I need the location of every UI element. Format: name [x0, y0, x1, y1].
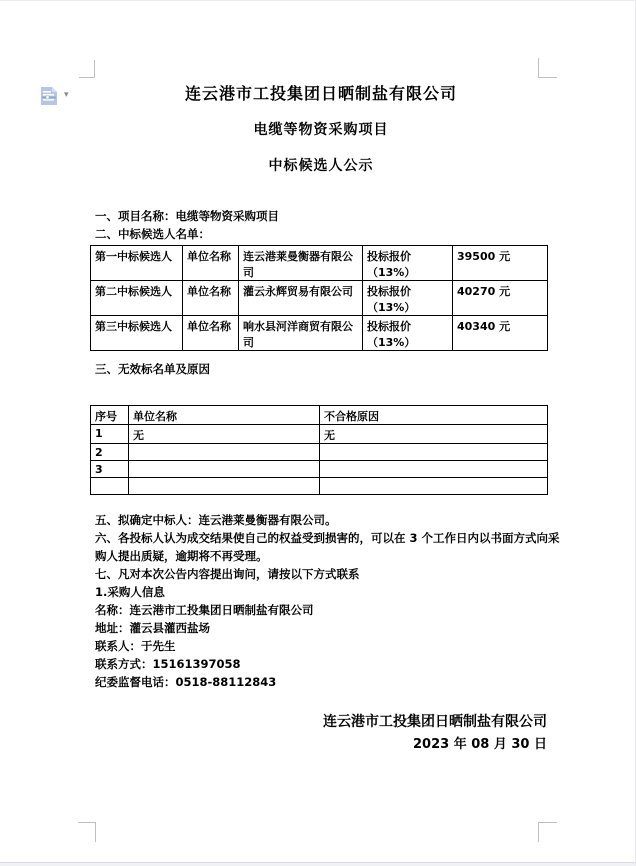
cell-reason	[320, 444, 548, 461]
doc-title: 连云港市工投集团日晒制盐有限公司	[184, 84, 457, 103]
contact-address: 地址：灌云县灌西盐场	[95, 621, 210, 635]
bid-price-label: 投标报价（13%）	[363, 246, 453, 281]
cell-reason	[320, 478, 548, 495]
table-header-row	[91, 406, 548, 425]
unit-name: 连云港莱曼衡器有限公司	[239, 246, 363, 281]
unit-name: 响水县河洋商贸有限公司	[239, 316, 363, 351]
cell-index	[91, 478, 129, 495]
bid-price: 40340 元	[453, 316, 548, 351]
unit-name-label: 单位名称	[183, 246, 239, 281]
cell-index: 1	[91, 425, 129, 444]
doc-subtitle: 电缆等物资采购项目	[253, 122, 389, 138]
cell-reason	[320, 461, 548, 478]
table-row	[91, 246, 548, 281]
table-row	[91, 478, 548, 495]
invalid-bids-table	[90, 405, 548, 495]
bid-price: 40270 元	[453, 281, 548, 316]
col-header-unit: 单位名称	[129, 406, 320, 425]
col-header-reason: 不合格原因	[320, 406, 548, 425]
section-objection-line2: 购人提出质疑，逾期将不再受理。	[95, 549, 268, 563]
chevron-down-icon[interactable]: ▾	[64, 90, 69, 100]
table-row	[91, 425, 548, 444]
contact-phone: 联系方式：15161397058	[95, 657, 241, 671]
signature-company: 连云港市工投集团日晒制盐有限公司	[323, 714, 547, 730]
unit-name-label: 单位名称	[183, 281, 239, 316]
contact-person: 联系人：于先生	[95, 639, 176, 653]
candidate-rank: 第三中标候选人	[91, 316, 183, 351]
section-candidate-list: 二、中标候选人名单：	[95, 227, 210, 241]
cell-index: 3	[91, 461, 129, 478]
table-row	[91, 461, 548, 478]
cell-unit	[129, 444, 320, 461]
crop-mark-bottom-right	[538, 822, 557, 842]
candidate-rank: 第一中标候选人	[91, 246, 183, 281]
cell-unit: 无	[129, 425, 320, 444]
cell-reason: 无	[320, 425, 548, 444]
candidate-rank: 第二中标候选人	[91, 281, 183, 316]
cell-unit	[129, 461, 320, 478]
paste-options-button[interactable]	[38, 85, 74, 109]
cell-unit	[129, 478, 320, 495]
section-inquiry: 七、凡对本次公告内容提出询问，请按以下方式联系	[95, 567, 360, 581]
purchaser-info-heading: 1.采购人信息	[95, 585, 165, 599]
crop-mark-top-left	[79, 60, 95, 78]
section-project-name: 一、项目名称：电缆等物资采购项目	[95, 209, 279, 223]
unit-name-label: 单位名称	[183, 316, 239, 351]
signature-date: 2023 年 08 月 30 日	[413, 737, 547, 752]
col-header-index: 序号	[91, 406, 129, 425]
bid-price: 39500 元	[453, 246, 548, 281]
cell-index: 2	[91, 444, 129, 461]
bid-price-label: 投标报价（13%）	[363, 281, 453, 316]
candidates-table	[90, 245, 548, 351]
section-proposed-winner: 五、拟确定中标人：连云港莱曼衡器有限公司。	[95, 513, 337, 527]
crop-mark-bottom-left	[78, 822, 96, 842]
window-bottom-strip	[0, 862, 635, 866]
table-row	[91, 281, 548, 316]
section-objection-line1: 六、各投标人认为成交结果使自己的权益受到损害的，可以在 3 个工作日内以书面方式向采	[95, 531, 560, 545]
unit-name: 灌云永辉贸易有限公司	[239, 281, 363, 316]
contact-supervision: 纪委监督电话：0518-88112843	[95, 675, 277, 689]
table-row	[91, 444, 548, 461]
contact-name: 名称：连云港市工投集团日晒制盐有限公司	[95, 603, 314, 617]
bid-price-label: 投标报价（13%）	[363, 316, 453, 351]
doc-subtitle2: 中标候选人公示	[268, 158, 374, 174]
section-invalid-bids: 三、无效标名单及原因	[95, 362, 210, 376]
table-row	[91, 316, 548, 351]
crop-mark-top-right	[538, 58, 557, 78]
